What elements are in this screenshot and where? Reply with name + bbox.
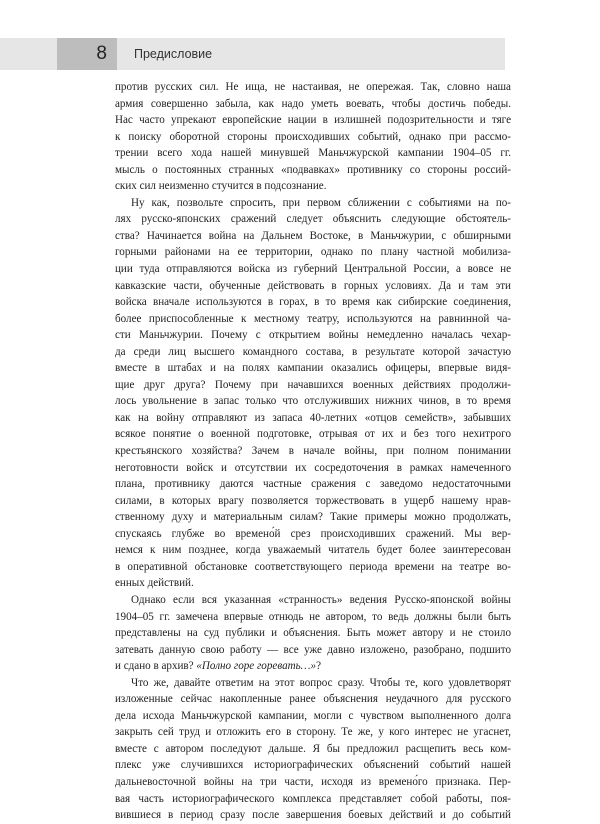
text-line: более приспособленные к местному театру, используются на равнинной ча- — [115, 312, 511, 325]
text-line: изложенные сейчас накопленные ранее объяснения неудачного для русского — [115, 693, 511, 706]
text-line: неготовности войск и отсутствии их сосредоточения в рамках намеченного — [115, 461, 511, 474]
text-line: енных действий. — [115, 577, 194, 590]
text-line: 1904–05 гг. замечена впервые отнюдь не автором, то ведь должны были быть — [115, 610, 511, 623]
text-line — [115, 658, 511, 675]
section-title: Предисловие — [134, 47, 213, 61]
text-line: плекс уже случившихся историографических объяснений событий нашей — [115, 759, 511, 772]
paragraph — [115, 195, 511, 592]
text-line: Однако если вся указанная «странность» ведения Русско-японской войны — [131, 593, 511, 606]
text-fragment: ? — [316, 660, 322, 673]
text-line: ства? Начинается война на Дальнем Востоке, в Маньчжурии, с обширными — [115, 229, 511, 242]
text-line: немся к ним позднее, когда уважаемый читатель будет более заинтересован — [115, 544, 511, 557]
text-line: щие друг друга? Почему при начавшихся военных действиях продолжи- — [115, 378, 511, 391]
text-line: спускаясь глубже во времено́й срез происходивших сражений. Мы вер- — [115, 527, 511, 540]
text-line: мысль о постоянных странных «подвавках» противнику со стороны россий- — [115, 163, 511, 176]
text-line: силами, в которых врагу позволяется торжествовать в ущерб нашему нрав- — [115, 494, 511, 507]
text-line: крестьянского хозяйства? Зачем в начале войны, при полном понимании — [115, 445, 511, 458]
text-line: лях русско-японских сражений следует объяснить следующие обстоятель- — [115, 213, 511, 226]
text-line: дела исхода Маньчжурской кампании, могли с чувством выполненного долга — [115, 709, 511, 722]
text-fragment: и сдано в архив? — [115, 660, 197, 673]
paragraph — [115, 592, 511, 691]
text-line: Что же, давайте ответим на этот вопрос сразу. Чтобы те, кого удовлетворят — [131, 676, 511, 689]
text-line: плана, противнику даются частные сражения с заведомо недостаточными — [115, 478, 511, 491]
text-line: трении всего хода нашей минувшей Маньчжурской кампании 1904–05 гг. — [115, 147, 511, 160]
text-line: вая часть историографического комплекса представляет собой работы, поя- — [115, 792, 511, 805]
text-line: лось увольнение в запас только что отслуживших нижних чинов, в то время — [115, 395, 511, 408]
text-line: сти Маньчжурии. Почему с открытием войны немедленно началась чехар- — [115, 329, 511, 342]
text-line: вместе в штабах и на полях кампании оказались офицеры, впервые видя- — [115, 362, 511, 375]
text-line: вместе с автором последуют дальше. Я бы предложил расщепить весь ком- — [115, 742, 511, 755]
text-line: да среди лиц высшего командного состава, в результате которой зачастую — [115, 345, 511, 358]
text-line: в оперативной обстановке соответствующего периода времени на театре во- — [115, 560, 511, 573]
text-line: вившиеся в период сразу после завершения боевых действий и до событий — [115, 809, 511, 822]
text-line: к поиску оборотной стороны происходивших событий, однако при рассмо- — [115, 130, 511, 143]
text-line: дальневосточной войны на три части, исходя из времено́го признака. Пер- — [115, 775, 511, 788]
text-line: всякое понятие о военной подготовке, отрывая от их и без того нехитрого — [115, 428, 511, 441]
text-line: закрыть сей труд и отложить его в сторону. Те же, у кого интерес не угаснет, — [115, 726, 511, 739]
text-line: Нас часто упрекают европейские нации в излишней подозрительности и тяге — [115, 114, 511, 127]
text-line: горными районами на ее территории, однако по плану частной мобилиза- — [115, 246, 511, 259]
text-line: войска вначале используются в горах, в то время как сибирские соединения, — [115, 296, 511, 309]
text-line: армия совершенно забыла, как надо уметь воевать, чтобы достичь победы. — [115, 97, 511, 110]
text-line: Ну как, позвольте спросить, при первом сближении с событиями на по- — [131, 196, 511, 209]
text-line: ции туда отправляются войска из губерний Центральной России, а вовсе не — [115, 263, 511, 276]
text-line: ских сил неизменно стучится в подсознание. — [115, 180, 327, 193]
body-text — [115, 79, 511, 824]
text-line: против русских сил. Не ища, не настаивая, не опережая. Так, словно наша — [115, 81, 511, 93]
page-number: 8 — [57, 38, 117, 70]
paragraph — [115, 691, 511, 823]
paragraph — [115, 79, 511, 195]
text-line: затевать данную свою работу — все уже давно изложено, разобрано, подшито — [115, 643, 511, 656]
text-line: ственному духу и материальным силам? Такие примеры можно продолжать, — [115, 511, 511, 524]
text-line: представлены на суд публики и объяснения. Быть может автору и не стоило — [115, 627, 511, 640]
text-line: как на войну отправляют из запаса 40-летних «отцов семейств», забывших — [115, 411, 511, 424]
italic-quote: «Полно горе горевать…» — [196, 660, 317, 673]
text-line: кавказские части, обученные действовать в горных условиях. Да и там эти — [115, 279, 511, 292]
